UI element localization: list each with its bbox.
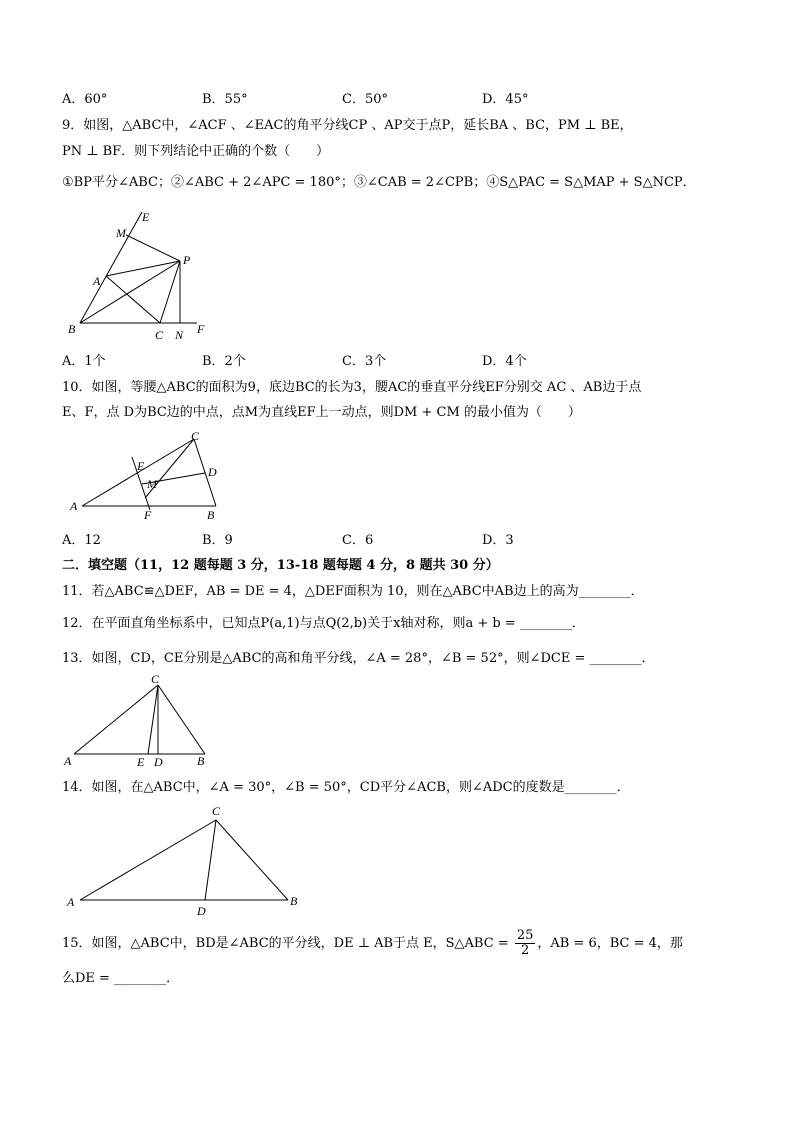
side-ac [80,820,216,900]
label-c: C [151,672,160,686]
q13-text: 13．如图，CD，CE分别是△ABC的高和角平分线，∠A = 28°，∠B = 52°，则∠DCE = ________． [62,651,655,666]
label-a: A [70,499,78,513]
side-ac [74,685,158,754]
q8-option-a: A．60° [62,92,108,107]
q10-stem-line1: 10．如图，等腰△ABC的面积为9，底边BC的长为3，腰AC的垂直平分线EF分别交 AC 、AB边于点 [62,380,642,395]
q10-option-b: B．9 [202,533,233,548]
label-f: F [144,508,152,522]
q10-option-d: D．3 [482,533,514,548]
label-b: B [290,894,298,908]
q14-figure [62,802,312,920]
line-bp [80,261,180,323]
label-b: B [68,322,76,336]
q9-figure [62,205,222,345]
q9-option-b: B．2个 [202,354,246,369]
label-e: E [142,210,150,224]
label-c: C [155,328,164,342]
q9-option-c: C．3个 [342,354,387,369]
side-cb [216,820,288,900]
label-c: C [191,429,200,443]
q15-text-b: ，AB = 6，BC = 4，那 [537,936,683,951]
q13-figure [62,670,222,770]
q9-option-d: D．4个 [482,354,527,369]
q9-option-a: A．1个 [62,354,106,369]
label-p: P [183,253,191,267]
label-m: M [116,226,126,240]
q15-fraction-denominator: 2 [520,943,530,958]
label-b: B [207,508,215,522]
label-f: F [197,322,205,336]
q12-text: 12．在平面直角坐标系中，已知点P(a,1)与点Q(2,b)关于x轴对称，则a + b = ________． [62,616,585,631]
q10-option-a: A．12 [62,533,101,548]
label-d: D [197,904,206,918]
label-b: B [197,754,205,768]
q15-fraction [515,929,536,958]
q9-stem-line1: 9．如图，△ABC中，∠ACF 、∠EAC的角平分线CP 、AP交于点P，延长BA 、BC，PM ⊥ BE， [62,118,633,133]
q15-fraction-numerator: 25 [516,928,534,943]
q10-figure [62,428,232,523]
label-a: A [64,754,72,768]
label-e: E [137,755,145,769]
label-a: A [67,895,75,909]
q10-option-c: C．6 [342,533,374,548]
line-ac [106,276,160,323]
segment-cd [205,820,216,900]
line-ap [106,261,180,276]
section-fill-in-title: 二．填空题（11，12 题每题 3 分，13-18 题每题 4 分，8 题共 30 分） [62,558,499,573]
segment-ce [148,685,158,754]
label-m: M [147,477,157,491]
label-n: N [175,328,184,342]
label-c: C [212,804,221,818]
q8-option-d: D．45° [482,92,529,107]
q9-conclusions: ①BP平分∠ABC；②∠ABC + 2∠APC = 180°；③∠CAB = 2∠CPB；④S△PAC = S△MAP + S△NCP． [62,175,696,190]
line-pm [126,235,180,261]
q9-stem-line2: PN ⊥ BF．则下列结论中正确的个数（ ） [62,144,330,159]
q11-text: 11．若△ABC≌△DEF，AB = DE = 4，△DEF面积为 10，则在△ABC中AB边上的高为________． [62,584,644,599]
q14-text: 14．如图，在△ABC中，∠A = 30°，∠B = 50°，CD平分∠ACB，则∠ADC的度数是________． [62,780,630,795]
q10-stem-line2: E、F，点 D为BC边的中点，点M为直线EF上一动点，则DM + CM 的最小值为（ ） [62,405,581,420]
line-cp [160,261,180,323]
q8-option-b: B．55° [202,92,248,107]
line-be [80,212,142,323]
q15-text-a: 15．如图，△ABC中，BD是∠ABC的平分线，DE ⊥ AB于点 E，S△ABC = [62,936,513,951]
q15-line1 [62,928,683,960]
side-cb [158,685,205,754]
label-e: E [137,459,145,473]
label-d: D [154,755,163,769]
q8-option-c: C．50° [342,92,388,107]
label-a: A [93,274,101,288]
label-d: D [208,465,217,479]
q15-line2: 么DE = ________． [62,971,180,986]
